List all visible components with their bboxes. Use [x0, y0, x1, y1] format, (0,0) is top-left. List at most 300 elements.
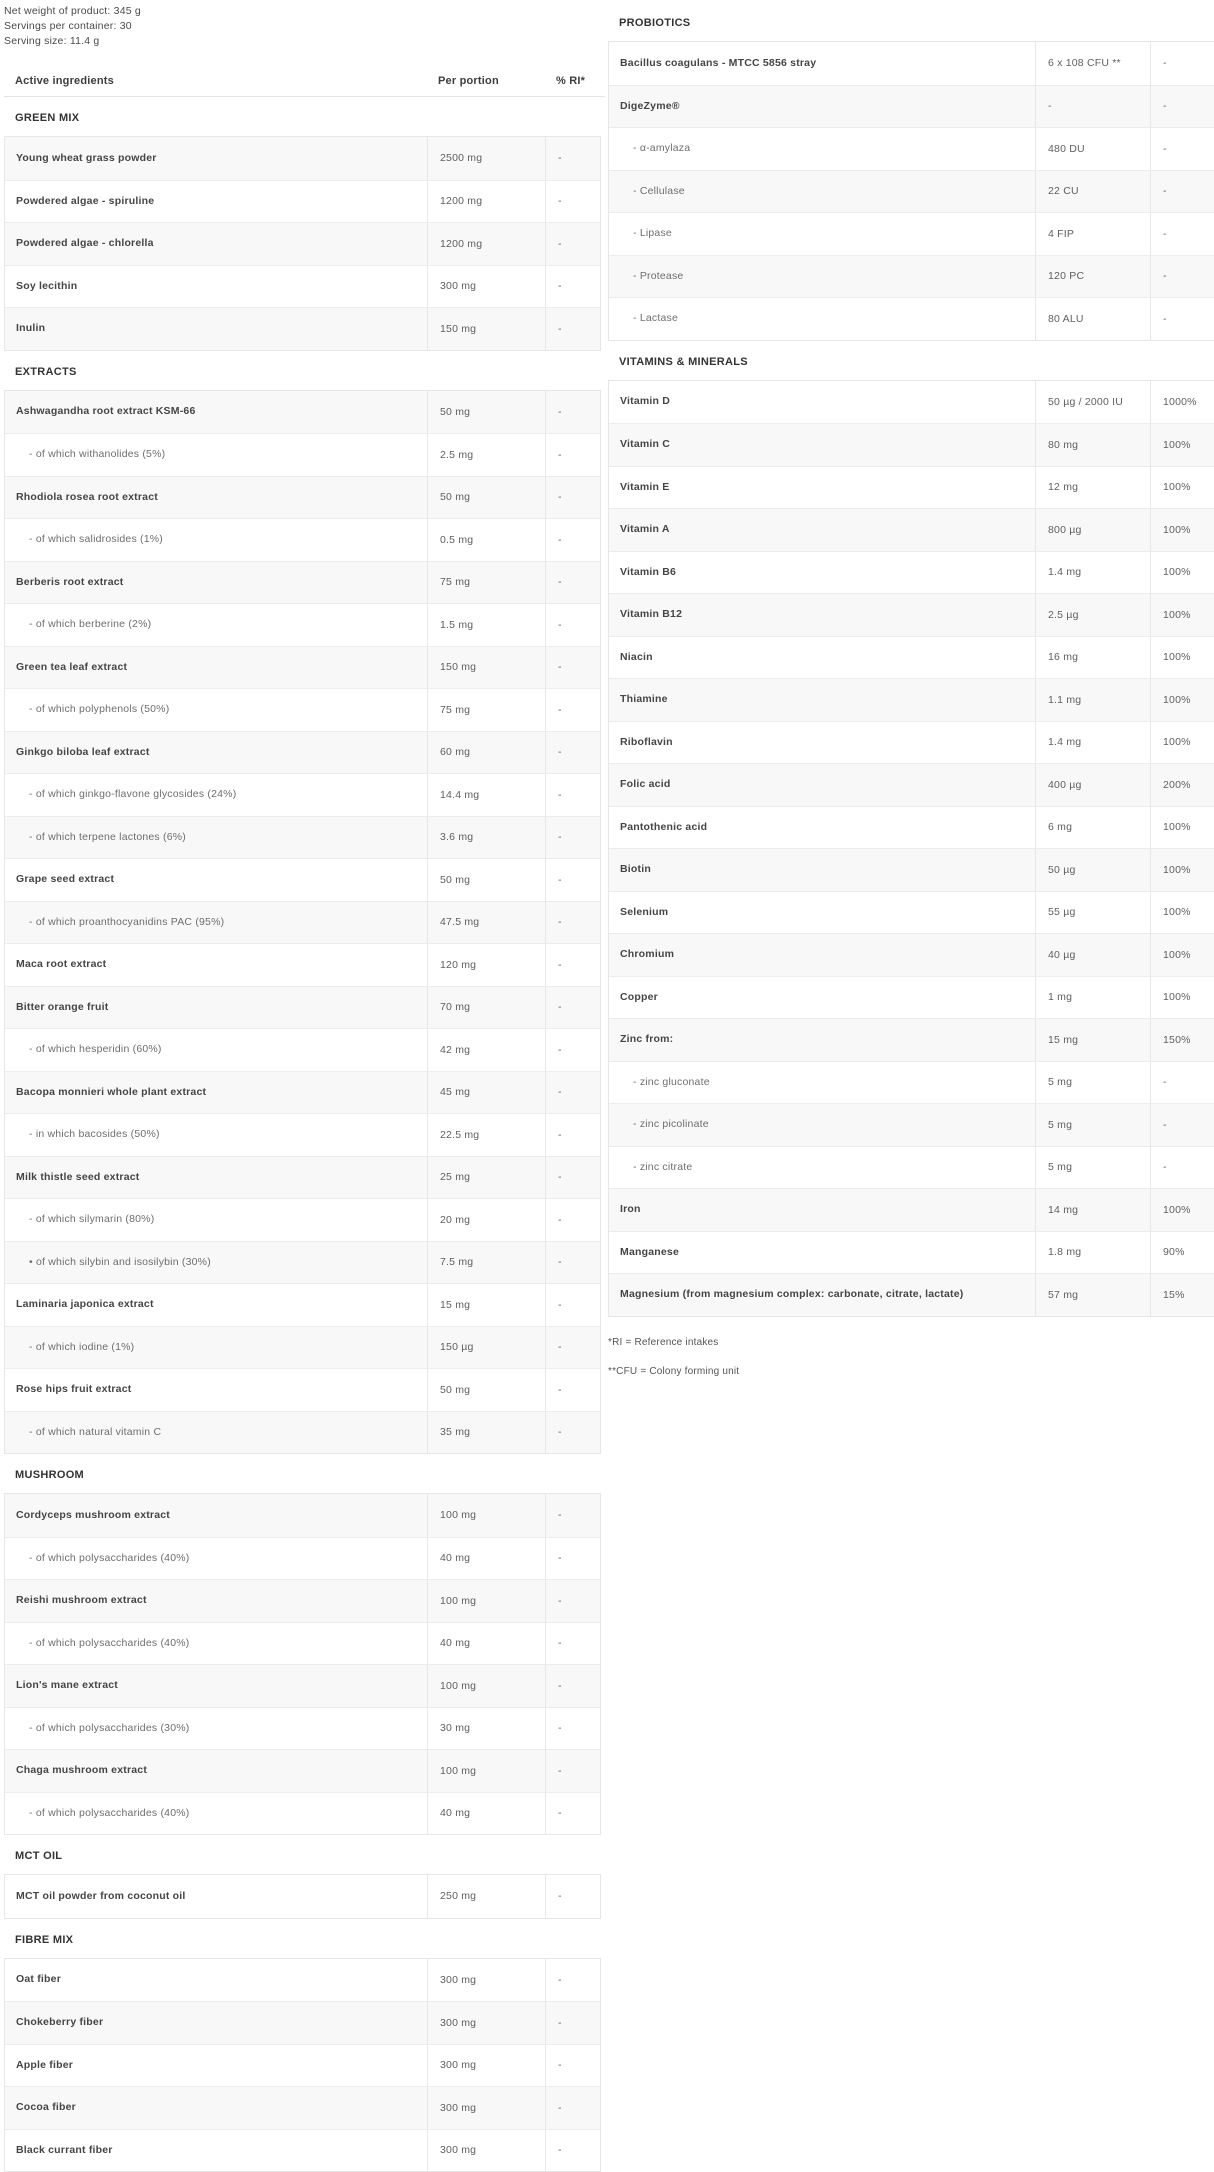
table-row: [5, 2086, 600, 2129]
ingredient-name: Chaga mushroom extract: [5, 1764, 427, 1777]
ri-cell: -: [545, 223, 600, 265]
ingredient-name: - Protease: [609, 270, 1035, 283]
ingredient-name: Riboflavin: [609, 736, 1035, 749]
amount-cell: 150 µg: [427, 1327, 545, 1369]
table-row: [609, 1231, 1214, 1274]
amount-cell: 2.5 µg: [1035, 594, 1150, 636]
ri-cell: -: [545, 1157, 600, 1199]
amount-cell: 50 µg / 2000 IU: [1035, 381, 1150, 424]
ri-cell: -: [1150, 42, 1214, 85]
ingredient-name: Apple fiber: [5, 2059, 427, 2072]
ingredient-name: Young wheat grass powder: [5, 152, 427, 165]
ri-cell: -: [545, 266, 600, 308]
amount-cell: 20 mg: [427, 1199, 545, 1241]
table-row: [609, 721, 1214, 764]
amount-cell: 30 mg: [427, 1708, 545, 1750]
ingredient-name: - of which polysaccharides (40%): [5, 1552, 427, 1565]
table-row: [5, 816, 600, 859]
ingredient-name: - of which berberine (2%): [5, 618, 427, 631]
ingredient-name: Rose hips fruit extract: [5, 1383, 427, 1396]
amount-cell: 300 mg: [427, 2087, 545, 2129]
ingredient-name: Vitamin C: [609, 438, 1035, 451]
ingredient-name: Copper: [609, 991, 1035, 1004]
ingredient-name: - zinc picolinate: [609, 1118, 1035, 1131]
ri-cell: -: [1150, 213, 1214, 255]
ri-cell: -: [545, 987, 600, 1029]
amount-cell: 50 mg: [427, 477, 545, 519]
table-row: [5, 688, 600, 731]
section: [4, 1454, 605, 1835]
amount-cell: 300 mg: [427, 1959, 545, 2002]
ingredient-name: Bacopa monnieri whole plant extract: [5, 1086, 427, 1099]
amount-cell: 2.5 mg: [427, 434, 545, 476]
table-row: [609, 170, 1214, 213]
header-active-ingredients: Active ingredients: [4, 75, 426, 87]
ingredient-name: - of which iodine (1%): [5, 1341, 427, 1354]
amount-cell: 300 mg: [427, 2002, 545, 2044]
table-row: [5, 1198, 600, 1241]
ri-cell: -: [545, 1327, 600, 1369]
table-row: [5, 1368, 600, 1411]
ingredient-name: Rhodiola rosea root extract: [5, 491, 427, 504]
ri-cell: -: [545, 1875, 600, 1918]
ingredient-name: Black currant fiber: [5, 2144, 427, 2157]
amount-cell: 57 mg: [1035, 1274, 1150, 1316]
amount-cell: 800 µg: [1035, 509, 1150, 551]
table-row: [609, 678, 1214, 721]
servings-per-container: Servings per container: 30: [4, 19, 605, 34]
ingredient-name: Cocoa fiber: [5, 2101, 427, 2114]
table-row: [609, 42, 1214, 85]
table-row: [609, 1018, 1214, 1061]
ingredients-table: [4, 390, 601, 1455]
ri-cell: -: [545, 1959, 600, 2002]
ingredient-name: - of which polysaccharides (40%): [5, 1807, 427, 1820]
product-meta: [4, 0, 605, 49]
table-row: [5, 1028, 600, 1071]
amount-cell: 15 mg: [1035, 1019, 1150, 1061]
ri-cell: 200%: [1150, 764, 1214, 806]
table-row: [5, 476, 600, 519]
ingredients-table: [4, 1958, 601, 2172]
section-title: MCT OIL: [4, 1835, 605, 1874]
amount-cell: 1.4 mg: [1035, 722, 1150, 764]
ingredient-name: Biotin: [609, 863, 1035, 876]
ingredient-name: - of which hesperidin (60%): [5, 1043, 427, 1056]
left-column: [4, 0, 605, 2172]
ingredient-name: Vitamin D: [609, 395, 1035, 408]
ri-cell: -: [545, 1369, 600, 1411]
amount-cell: 14 mg: [1035, 1189, 1150, 1231]
amount-cell: 35 mg: [427, 1412, 545, 1454]
amount-cell: 100 mg: [427, 1494, 545, 1537]
footnote-ri: *RI = Reference intakes: [608, 1335, 1214, 1350]
section-title: EXTRACTS: [4, 351, 605, 390]
ri-cell: -: [545, 1412, 600, 1454]
ingredient-name: - of which proanthocyanidins PAC (95%): [5, 916, 427, 929]
ingredients-table: [4, 1493, 601, 1835]
ri-cell: -: [545, 1284, 600, 1326]
table-row: [5, 307, 600, 350]
ingredient-name: Chokeberry fiber: [5, 2016, 427, 2029]
ri-cell: -: [545, 817, 600, 859]
table-row: [5, 901, 600, 944]
ingredient-name: Maca root extract: [5, 958, 427, 971]
amount-cell: 7.5 mg: [427, 1242, 545, 1284]
table-row: [5, 1749, 600, 1792]
table-row: [609, 1188, 1214, 1231]
ingredient-name: - of which silymarin (80%): [5, 1213, 427, 1226]
amount-cell: 55 µg: [1035, 892, 1150, 934]
table-row: [609, 551, 1214, 594]
ingredient-name: Thiamine: [609, 693, 1035, 706]
ri-cell: -: [545, 137, 600, 180]
amount-cell: 100 mg: [427, 1580, 545, 1622]
amount-cell: 300 mg: [427, 266, 545, 308]
ri-cell: 15%: [1150, 1274, 1214, 1316]
ri-cell: 100%: [1150, 552, 1214, 594]
table-row: [5, 1875, 600, 1918]
table-row: [5, 1326, 600, 1369]
ri-cell: -: [1150, 1147, 1214, 1189]
ingredient-name: - zinc gluconate: [609, 1076, 1035, 1089]
ri-cell: -: [545, 1029, 600, 1071]
table-row: [5, 2044, 600, 2087]
ri-cell: -: [545, 1494, 600, 1537]
ingredient-name: Vitamin A: [609, 523, 1035, 536]
table-row: [5, 433, 600, 476]
ingredient-name: Magnesium (from magnesium complex: carbonate, citrate, lactate): [609, 1288, 1035, 1301]
table-row: [5, 265, 600, 308]
ri-cell: 90%: [1150, 1232, 1214, 1274]
amount-cell: 50 mg: [427, 859, 545, 901]
table-row: [5, 1071, 600, 1114]
table-row: [5, 180, 600, 223]
ri-cell: -: [1150, 298, 1214, 340]
ri-cell: -: [545, 1072, 600, 1114]
amount-cell: 80 mg: [1035, 424, 1150, 466]
ingredient-name: - zinc citrate: [609, 1161, 1035, 1174]
amount-cell: 3.6 mg: [427, 817, 545, 859]
table-row: [5, 858, 600, 901]
ri-cell: -: [545, 944, 600, 986]
ingredients-table: [4, 1874, 601, 1919]
ri-cell: -: [1150, 171, 1214, 213]
table-row: [5, 2129, 600, 2172]
ingredient-name: Ginkgo biloba leaf extract: [5, 746, 427, 759]
ri-cell: 100%: [1150, 1189, 1214, 1231]
ingredient-name: - Lactase: [609, 312, 1035, 325]
section-title: PROBIOTICS: [608, 2, 1214, 41]
ri-cell: -: [545, 1708, 600, 1750]
section-title: VITAMINS & MINERALS: [608, 341, 1214, 380]
right-sections: [608, 2, 1214, 1317]
ingredient-name: - of which ginkgo-flavone glycosides (24%): [5, 788, 427, 801]
amount-cell: 60 mg: [427, 732, 545, 774]
ri-cell: -: [545, 1199, 600, 1241]
ingredient-name: Bitter orange fruit: [5, 1001, 427, 1014]
amount-cell: 50 µg: [1035, 849, 1150, 891]
ri-cell: -: [545, 519, 600, 561]
amount-cell: 12 mg: [1035, 467, 1150, 509]
ri-cell: 100%: [1150, 849, 1214, 891]
table-row: [609, 1273, 1214, 1316]
amount-cell: 1.5 mg: [427, 604, 545, 646]
ri-cell: -: [545, 2045, 600, 2087]
ingredient-name: Powdered algae - spiruline: [5, 195, 427, 208]
ri-cell: -: [1150, 86, 1214, 128]
ri-cell: -: [1150, 1062, 1214, 1104]
amount-cell: 40 µg: [1035, 934, 1150, 976]
ingredient-name: - of which withanolides (5%): [5, 448, 427, 461]
ri-cell: -: [545, 1623, 600, 1665]
table-row: [609, 255, 1214, 298]
amount-cell: 22.5 mg: [427, 1114, 545, 1156]
ri-cell: -: [545, 1580, 600, 1622]
footnotes: [608, 1335, 1214, 1379]
ri-cell: -: [545, 562, 600, 604]
ri-cell: -: [545, 308, 600, 350]
ri-cell: 100%: [1150, 467, 1214, 509]
table-row: [5, 986, 600, 1029]
amount-cell: 16 mg: [1035, 637, 1150, 679]
ingredient-name: - of which polysaccharides (30%): [5, 1722, 427, 1735]
amount-cell: 1 mg: [1035, 977, 1150, 1019]
amount-cell: 70 mg: [427, 987, 545, 1029]
ingredient-name: Manganese: [609, 1246, 1035, 1259]
table-row: [5, 1622, 600, 1665]
table-row: [609, 508, 1214, 551]
table-row: [609, 763, 1214, 806]
column-header-row: [4, 66, 605, 97]
ingredient-name: Green tea leaf extract: [5, 661, 427, 674]
ri-cell: 100%: [1150, 594, 1214, 636]
ri-cell: -: [545, 434, 600, 476]
ingredient-name: • of which silybin and isosilybin (30%): [5, 1256, 427, 1269]
ri-cell: 1000%: [1150, 381, 1214, 424]
amount-cell: 47.5 mg: [427, 902, 545, 944]
ingredient-name: Iron: [609, 1203, 1035, 1216]
table-row: [5, 1156, 600, 1199]
ri-cell: 100%: [1150, 509, 1214, 551]
table-row: [5, 2001, 600, 2044]
ingredient-name: Ashwagandha root extract KSM-66: [5, 405, 427, 418]
ingredient-name: Grape seed extract: [5, 873, 427, 886]
ri-cell: -: [545, 477, 600, 519]
amount-cell: 150 mg: [427, 308, 545, 350]
ingredient-name: - of which polysaccharides (40%): [5, 1637, 427, 1650]
ingredient-name: Niacin: [609, 651, 1035, 664]
table-row: [5, 518, 600, 561]
amount-cell: 75 mg: [427, 562, 545, 604]
ri-cell: -: [545, 689, 600, 731]
amount-cell: 1.8 mg: [1035, 1232, 1150, 1274]
amount-cell: 2500 mg: [427, 137, 545, 180]
ri-cell: -: [545, 1114, 600, 1156]
ri-cell: -: [545, 859, 600, 901]
amount-cell: 75 mg: [427, 689, 545, 731]
ri-cell: 100%: [1150, 892, 1214, 934]
ingredient-name: Milk thistle seed extract: [5, 1171, 427, 1184]
ingredient-name: Zinc from:: [609, 1033, 1035, 1046]
amount-cell: 100 mg: [427, 1750, 545, 1792]
amount-cell: 0.5 mg: [427, 519, 545, 561]
footnote-cfu: **CFU = Colony forming unit: [608, 1364, 1214, 1379]
ingredients-table: [608, 380, 1214, 1317]
ri-cell: -: [545, 732, 600, 774]
ingredients-table: [4, 136, 601, 351]
ri-cell: 100%: [1150, 934, 1214, 976]
table-row: [5, 1537, 600, 1580]
ri-cell: -: [545, 2002, 600, 2044]
table-row: [609, 423, 1214, 466]
table-row: [609, 976, 1214, 1019]
ingredient-name: Folic acid: [609, 778, 1035, 791]
amount-cell: 150 mg: [427, 647, 545, 689]
ri-cell: 100%: [1150, 807, 1214, 849]
ingredient-name: - of which natural vitamin C: [5, 1426, 427, 1439]
ri-cell: -: [545, 2087, 600, 2129]
section: [4, 1835, 605, 1919]
amount-cell: 5 mg: [1035, 1147, 1150, 1189]
table-row: [609, 1061, 1214, 1104]
ingredient-name: Oat fiber: [5, 1973, 427, 1986]
ingredient-name: Berberis root extract: [5, 576, 427, 589]
section-title: FIBRE MIX: [4, 1919, 605, 1958]
ingredient-name: Vitamin E: [609, 481, 1035, 494]
right-column: [608, 0, 1214, 1393]
table-row: [5, 773, 600, 816]
ingredient-name: MCT oil powder from coconut oil: [5, 1890, 427, 1903]
amount-cell: 4 FIP: [1035, 213, 1150, 255]
ingredient-name: Chromium: [609, 948, 1035, 961]
amount-cell: 42 mg: [427, 1029, 545, 1071]
table-row: [609, 127, 1214, 170]
ri-cell: -: [545, 604, 600, 646]
table-row: [609, 636, 1214, 679]
table-row: [609, 85, 1214, 128]
amount-cell: 6 x 108 CFU **: [1035, 42, 1150, 85]
ri-cell: -: [545, 902, 600, 944]
section: [608, 341, 1214, 1317]
amount-cell: 50 mg: [427, 391, 545, 434]
ingredient-name: Cordyceps mushroom extract: [5, 1509, 427, 1522]
amount-cell: 40 mg: [427, 1538, 545, 1580]
table-row: [5, 1241, 600, 1284]
amount-cell: 80 ALU: [1035, 298, 1150, 340]
ingredient-name: - α-amylaza: [609, 142, 1035, 155]
amount-cell: 1200 mg: [427, 181, 545, 223]
amount-cell: 50 mg: [427, 1369, 545, 1411]
table-row: [5, 731, 600, 774]
table-row: [609, 933, 1214, 976]
table-row: [5, 1792, 600, 1835]
ingredient-name: Selenium: [609, 906, 1035, 919]
amount-cell: 250 mg: [427, 1875, 545, 1918]
ingredient-name: Soy lecithin: [5, 280, 427, 293]
ingredient-name: Bacillus coagulans - MTCC 5856 stray: [609, 57, 1035, 70]
table-row: [609, 297, 1214, 340]
ri-cell: 150%: [1150, 1019, 1214, 1061]
amount-cell: 1.1 mg: [1035, 679, 1150, 721]
ingredient-name: Pantothenic acid: [609, 821, 1035, 834]
header-per-portion: Per portion: [426, 75, 544, 87]
amount-cell: 22 CU: [1035, 171, 1150, 213]
ri-cell: -: [545, 181, 600, 223]
section: [4, 97, 605, 351]
amount-cell: -: [1035, 86, 1150, 128]
ingredients-table: [608, 41, 1214, 341]
table-row: [5, 1959, 600, 2002]
left-sections: [4, 97, 605, 2172]
amount-cell: 400 µg: [1035, 764, 1150, 806]
table-row: [5, 1579, 600, 1622]
ri-cell: -: [545, 1538, 600, 1580]
amount-cell: 5 mg: [1035, 1104, 1150, 1146]
amount-cell: 480 DU: [1035, 128, 1150, 170]
amount-cell: 14.4 mg: [427, 774, 545, 816]
amount-cell: 100 mg: [427, 1665, 545, 1707]
ingredient-name: Lion's mane extract: [5, 1679, 427, 1692]
ingredient-name: Vitamin B6: [609, 566, 1035, 579]
table-row: [5, 1283, 600, 1326]
table-row: [5, 1113, 600, 1156]
ri-cell: 100%: [1150, 679, 1214, 721]
header-ri: % RI*: [544, 75, 605, 87]
ingredient-name: - of which salidrosides (1%): [5, 533, 427, 546]
ri-cell: -: [1150, 128, 1214, 170]
ingredient-name: Inulin: [5, 322, 427, 335]
table-row: [609, 806, 1214, 849]
serving-size: Serving size: 11.4 g: [4, 34, 605, 49]
table-row: [609, 212, 1214, 255]
amount-cell: 45 mg: [427, 1072, 545, 1114]
amount-cell: 300 mg: [427, 2130, 545, 2172]
table-row: [609, 593, 1214, 636]
ingredient-name: Laminaria japonica extract: [5, 1298, 427, 1311]
ri-cell: -: [1150, 256, 1214, 298]
table-row: [609, 1103, 1214, 1146]
ingredient-name: Reishi mushroom extract: [5, 1594, 427, 1607]
ri-cell: -: [545, 1793, 600, 1835]
table-row: [5, 222, 600, 265]
table-row: [5, 603, 600, 646]
ri-cell: 100%: [1150, 424, 1214, 466]
ri-cell: -: [545, 647, 600, 689]
table-row: [609, 466, 1214, 509]
table-row: [5, 1707, 600, 1750]
ri-cell: -: [1150, 1104, 1214, 1146]
ingredient-name: - of which terpene lactones (6%): [5, 831, 427, 844]
ri-cell: 100%: [1150, 977, 1214, 1019]
table-row: [609, 891, 1214, 934]
table-row: [5, 646, 600, 689]
table-row: [609, 1146, 1214, 1189]
table-row: [5, 391, 600, 434]
ri-cell: -: [545, 1750, 600, 1792]
amount-cell: 1200 mg: [427, 223, 545, 265]
table-row: [5, 137, 600, 180]
ri-cell: 100%: [1150, 637, 1214, 679]
ingredient-name: Powdered algae - chlorella: [5, 237, 427, 250]
ri-cell: -: [545, 774, 600, 816]
amount-cell: 1.4 mg: [1035, 552, 1150, 594]
amount-cell: 25 mg: [427, 1157, 545, 1199]
ri-cell: -: [545, 1242, 600, 1284]
ri-cell: -: [545, 2130, 600, 2172]
amount-cell: 40 mg: [427, 1793, 545, 1835]
section-title: GREEN MIX: [4, 97, 605, 136]
